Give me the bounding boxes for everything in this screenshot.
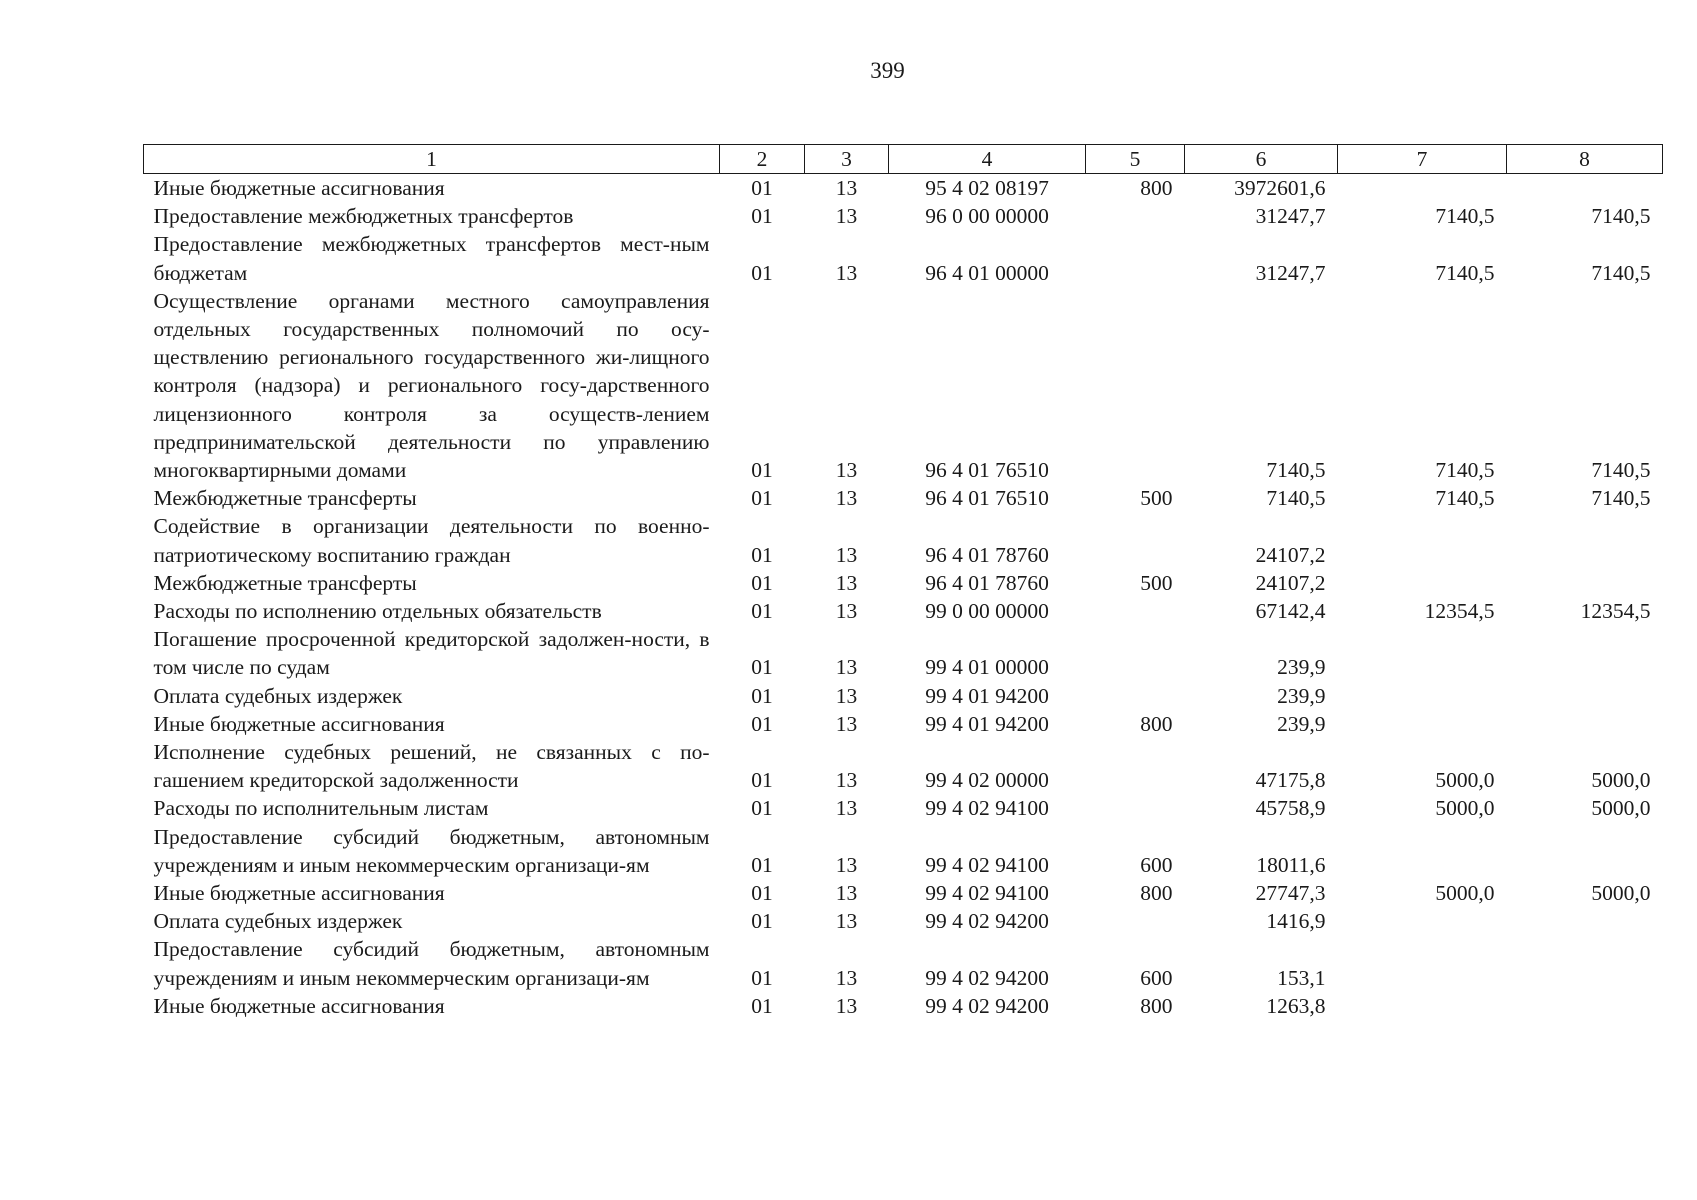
row-expense-type-cell [1086,682,1185,710]
row-section-cell: 01 [751,204,773,229]
row-name-cell: Содействие в организации деятельности по военно-патриотическому воспитанию граждан [153,514,710,567]
row-amount-cell [1338,992,1507,1020]
row-amount-cell: 12354,5 [1580,599,1651,624]
row-name-cell: Иные бюджетные ассигнования [153,881,445,906]
row-code-cell: 96 4 01 78760 [925,542,1049,567]
row-section-cell: 01 [751,768,773,793]
row-amount-cell [1338,907,1507,935]
row-subsection-cell: 13 [835,204,858,229]
row-code-cell: 96 4 01 00000 [925,260,1049,285]
row-section-cell: 01 [751,909,773,934]
row-section-cell: 01 [751,260,773,285]
row-section-cell: 01 [751,881,773,906]
row-section-cell: 01 [751,570,773,595]
row-expense-type-cell: 500 [1140,570,1173,595]
row-name-cell: Иные бюджетные ассигнования [153,176,445,200]
row-amount-cell: 7140,5 [1591,260,1651,285]
row-subsection-cell: 13 [835,176,858,200]
row-amount-cell [1507,512,1663,568]
row-section-cell: 01 [751,599,773,624]
row-amount-cell: 239,9 [1277,683,1326,708]
row-amount-cell: 18011,6 [1256,852,1326,877]
row-amount-cell: 7140,5 [1435,204,1495,229]
table-header [144,145,1663,174]
row-code-cell: 99 4 02 94100 [925,796,1049,821]
table-row [144,794,1663,822]
row-expense-type-cell [1086,794,1185,822]
table-row [144,174,1663,203]
row-subsection-cell: 13 [835,768,858,793]
row-subsection-cell: 13 [835,260,858,285]
row-amount-cell: 7140,5 [1435,260,1495,285]
header-cell-8: 8 [1507,145,1663,174]
row-section-cell: 01 [751,965,773,990]
row-amount-cell: 7140,5 [1266,486,1326,511]
row-code-cell: 99 4 02 94200 [925,909,1049,934]
row-code-cell: 99 4 02 00000 [925,768,1049,793]
table-row [144,738,1663,794]
row-section-cell: 01 [751,176,773,200]
row-amount-cell: 24107,2 [1255,542,1326,567]
table-row [144,992,1663,1020]
row-amount-cell [1338,174,1507,203]
row-name-cell: Предоставление межбюджетных трансфертов [153,204,574,229]
row-amount-cell: 47175,8 [1255,768,1326,793]
row-amount-cell: 67142,4 [1255,599,1326,624]
row-amount-cell: 27747,3 [1255,881,1326,906]
row-amount-cell: 1416,9 [1266,909,1326,934]
row-expense-type-cell: 800 [1140,711,1173,736]
table-row [144,202,1663,230]
row-section-cell: 01 [751,993,773,1018]
row-name-cell: Оплата судебных издержек [153,909,403,934]
row-amount-cell [1507,569,1663,597]
row-amount-cell: 3972601,6 [1234,176,1326,200]
row-code-cell: 99 4 01 94200 [925,683,1049,708]
row-subsection-cell: 13 [835,458,858,483]
row-section-cell: 01 [751,486,773,511]
row-code-cell: 99 4 02 94100 [925,852,1049,877]
row-subsection-cell: 13 [835,599,858,624]
row-amount-cell: 5000,0 [1435,881,1495,906]
row-amount-cell [1507,823,1663,879]
row-amount-cell: 153,1 [1277,965,1326,990]
row-amount-cell: 1263,8 [1266,993,1326,1018]
header-cell-5: 5 [1086,145,1185,174]
table-row [144,907,1663,935]
row-expense-type-cell [1086,738,1185,794]
row-section-cell: 01 [751,683,773,708]
table-row [144,625,1663,681]
row-amount-cell: 45758,9 [1255,796,1326,821]
row-name-cell: Предоставление субсидий бюджетным, автономным учреждениям и иным некоммерческим организаци-ям [153,824,710,877]
row-name-cell: Расходы по исполнению отдельных обязательств [153,599,602,624]
row-amount-cell: 31247,7 [1255,204,1326,229]
row-expense-type-cell: 800 [1140,176,1173,200]
table-row [144,597,1663,625]
table-row [144,710,1663,738]
row-expense-type-cell: 600 [1140,965,1173,990]
table-body [144,174,1663,1021]
row-section-cell: 01 [751,458,773,483]
row-amount-cell [1338,823,1507,879]
row-amount-cell: 7140,5 [1266,458,1326,483]
row-subsection-cell: 13 [835,909,858,934]
row-section-cell: 01 [751,542,773,567]
row-amount-cell [1338,682,1507,710]
row-code-cell: 99 4 01 94200 [925,711,1049,736]
row-amount-cell: 5000,0 [1435,768,1495,793]
header-cell-4: 4 [889,145,1086,174]
row-code-cell: 95 4 02 08197 [925,176,1049,200]
row-name-cell: Оплата судебных издержек [153,683,403,708]
row-amount-cell [1507,710,1663,738]
row-code-cell: 99 4 02 94200 [925,993,1049,1018]
row-expense-type-cell: 800 [1140,881,1173,906]
row-amount-cell: 5000,0 [1591,881,1651,906]
row-section-cell: 01 [751,796,773,821]
row-amount-cell: 5000,0 [1591,768,1651,793]
row-amount-cell: 7140,5 [1435,486,1495,511]
row-name-cell: Расходы по исполнительным листам [153,796,489,821]
row-expense-type-cell [1086,202,1185,230]
row-amount-cell: 5000,0 [1435,796,1495,821]
row-expense-type-cell: 800 [1140,993,1173,1018]
row-name-cell: Межбюджетные трансферты [153,570,417,595]
row-amount-cell: 239,9 [1277,711,1326,736]
row-amount-cell [1338,935,1507,991]
row-name-cell: Иные бюджетные ассигнования [153,711,445,736]
row-name-cell: Осуществление органами местного самоуправления отдельных государственных полномочий по осу-ществлению регионального государственного жи-лищного контроля (надзора) и регионального госу-дарственного лицензионного контроля за осуществ-лением предпринимательской деятельности по управлению многоквартирными домами [153,288,710,483]
row-name-cell: Межбюджетные трансферты [153,486,417,511]
table-row [144,230,1663,286]
row-code-cell: 99 4 01 00000 [925,655,1049,680]
row-section-cell: 01 [751,655,773,680]
row-amount-cell: 12354,5 [1424,599,1495,624]
header-cell-3: 3 [805,145,889,174]
row-expense-type-cell [1086,625,1185,681]
header-cell-2: 2 [720,145,805,174]
row-name-cell: Иные бюджетные ассигнования [153,993,445,1018]
row-code-cell: 99 4 02 94200 [925,965,1049,990]
row-amount-cell [1507,935,1663,991]
budget-table [143,144,1663,1020]
row-subsection-cell: 13 [835,570,858,595]
row-expense-type-cell [1086,512,1185,568]
row-amount-cell: 31247,7 [1255,260,1326,285]
row-code-cell: 96 0 00 00000 [925,204,1049,229]
row-amount-cell: 7140,5 [1591,486,1651,511]
table-row [144,484,1663,512]
row-amount-cell [1338,512,1507,568]
row-amount-cell: 239,9 [1277,655,1326,680]
row-subsection-cell: 13 [835,655,858,680]
row-name-cell: Исполнение судебных решений, не связанных с по-гашением кредиторской задолженности [153,740,710,793]
row-expense-type-cell [1086,287,1185,484]
row-amount-cell [1507,907,1663,935]
row-expense-type-cell [1086,597,1185,625]
row-expense-type-cell [1086,907,1185,935]
row-amount-cell [1507,174,1663,203]
row-code-cell: 99 4 02 94100 [925,881,1049,906]
row-amount-cell [1507,625,1663,681]
page-number: 399 [870,58,905,83]
row-amount-cell [1338,625,1507,681]
row-amount-cell: 24107,2 [1255,570,1326,595]
row-amount-cell: 7140,5 [1591,204,1651,229]
table-row [144,287,1663,484]
row-subsection-cell: 13 [835,683,858,708]
row-subsection-cell: 13 [835,486,858,511]
table-row [144,823,1663,879]
row-code-cell: 96 4 01 78760 [925,570,1049,595]
row-subsection-cell: 13 [835,796,858,821]
row-code-cell: 99 0 00 00000 [925,599,1049,624]
row-section-cell: 01 [751,711,773,736]
row-subsection-cell: 13 [835,852,858,877]
row-expense-type-cell: 500 [1140,486,1173,511]
row-code-cell: 96 4 01 76510 [925,486,1049,511]
header-row [144,145,1663,174]
row-name-cell: Предоставление субсидий бюджетным, автономным учреждениям и иным некоммерческим организаци-ям [153,937,710,990]
row-amount-cell [1507,682,1663,710]
table-row [144,879,1663,907]
row-amount-cell [1338,710,1507,738]
table-row [144,935,1663,991]
row-amount-cell [1507,992,1663,1020]
row-section-cell: 01 [751,852,773,877]
row-code-cell: 96 4 01 76510 [925,458,1049,483]
row-amount-cell: 5000,0 [1591,796,1651,821]
row-subsection-cell: 13 [835,993,858,1018]
row-amount-cell [1338,569,1507,597]
header-cell-1: 1 [144,145,720,174]
row-subsection-cell: 13 [835,711,858,736]
header-cell-7: 7 [1338,145,1507,174]
table-row [144,512,1663,568]
row-expense-type-cell [1086,230,1185,286]
row-subsection-cell: 13 [835,965,858,990]
header-cell-6: 6 [1185,145,1338,174]
row-name-cell: Погашение просроченной кредиторской задолжен-ности, в том числе по судам [153,627,710,680]
row-subsection-cell: 13 [835,881,858,906]
row-name-cell: Предоставление межбюджетных трансфертов мест-ным бюджетам [153,232,710,285]
row-amount-cell: 7140,5 [1435,458,1495,483]
row-amount-cell: 7140,5 [1591,458,1651,483]
table-row [144,569,1663,597]
row-subsection-cell: 13 [835,542,858,567]
row-expense-type-cell: 600 [1140,852,1173,877]
table-row [144,682,1663,710]
